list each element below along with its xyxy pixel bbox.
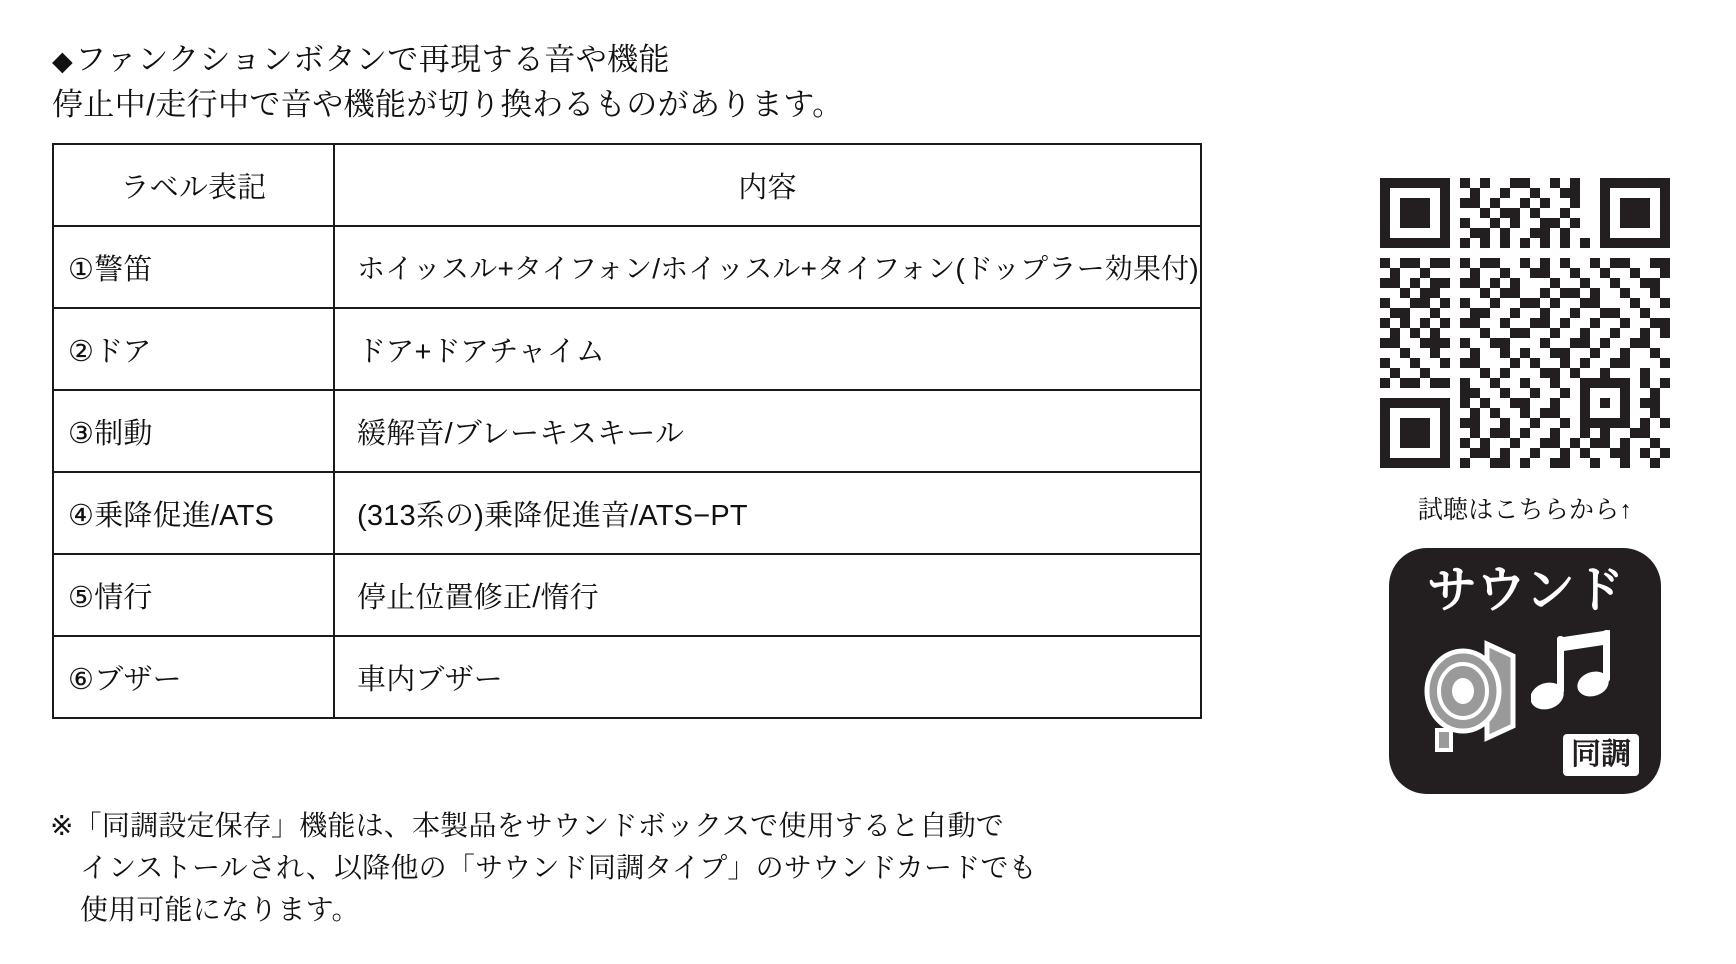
heading-line-2: 停止中/走行中で音や機能が切り換わるものがあります。	[52, 87, 844, 122]
table-row	[53, 308, 1201, 390]
footnote-line-3: 使用可能になります。	[80, 894, 360, 925]
sound-logo-title: サウンド	[1427, 562, 1623, 618]
table-row	[53, 636, 1201, 718]
footnote-line-2: インストールされ、以降他の「サウンド同調タイプ」のサウンドカードでも	[80, 852, 1037, 883]
row-label: ②ドア	[53, 308, 334, 390]
spec-table-wrapper	[52, 143, 1200, 719]
diamond-bullet-icon: ◆	[52, 46, 74, 76]
table-row	[53, 390, 1201, 472]
row-content: (313系の)乗降促進音/ATS−PT	[334, 472, 1201, 554]
row-content: ホイッスル+タイフォン/ホイッスル+タイフォン(ドップラー効果付)	[334, 226, 1201, 308]
row-content: 車内ブザー	[334, 636, 1201, 718]
table-row	[53, 226, 1201, 308]
sound-logo-badge: 同調	[1563, 734, 1639, 776]
column-header-label: ラベル表記	[53, 144, 334, 226]
row-label: ①警笛	[53, 226, 334, 308]
row-label: ③制動	[53, 390, 334, 472]
footnote-block	[50, 805, 1210, 931]
column-header-content: 内容	[334, 144, 1201, 226]
table-row	[53, 472, 1201, 554]
row-label: ⑥ブザー	[53, 636, 334, 718]
sound-sync-logo	[1389, 548, 1661, 794]
row-content: 緩解音/ブレーキスキール	[334, 390, 1201, 472]
heading-line-1-text: ファンクションボタンで再現する音や機能	[75, 42, 670, 77]
heading-block	[52, 38, 1202, 126]
footnote-line-1: ※「同調設定保存」機能は、本製品をサウンドボックスで使用すると自動で	[50, 810, 1004, 841]
row-label: ④乗降促進/ATS	[53, 472, 334, 554]
heading-line-1	[52, 38, 1202, 83]
row-content: 停止位置修正/惰行	[334, 554, 1201, 636]
spec-table	[52, 143, 1202, 719]
table-row	[53, 554, 1201, 636]
table-header-row	[53, 144, 1201, 226]
qr-caption: 試聴はこちらから↑	[1417, 496, 1633, 524]
qr-code-icon	[1380, 178, 1670, 468]
right-column	[1370, 178, 1680, 794]
row-label: ⑤情行	[53, 554, 334, 636]
sound-logo-graphic	[1405, 626, 1645, 778]
speaker-icon	[1409, 634, 1521, 752]
row-content: ドア+ドアチャイム	[334, 308, 1201, 390]
music-note-icon	[1531, 630, 1635, 716]
